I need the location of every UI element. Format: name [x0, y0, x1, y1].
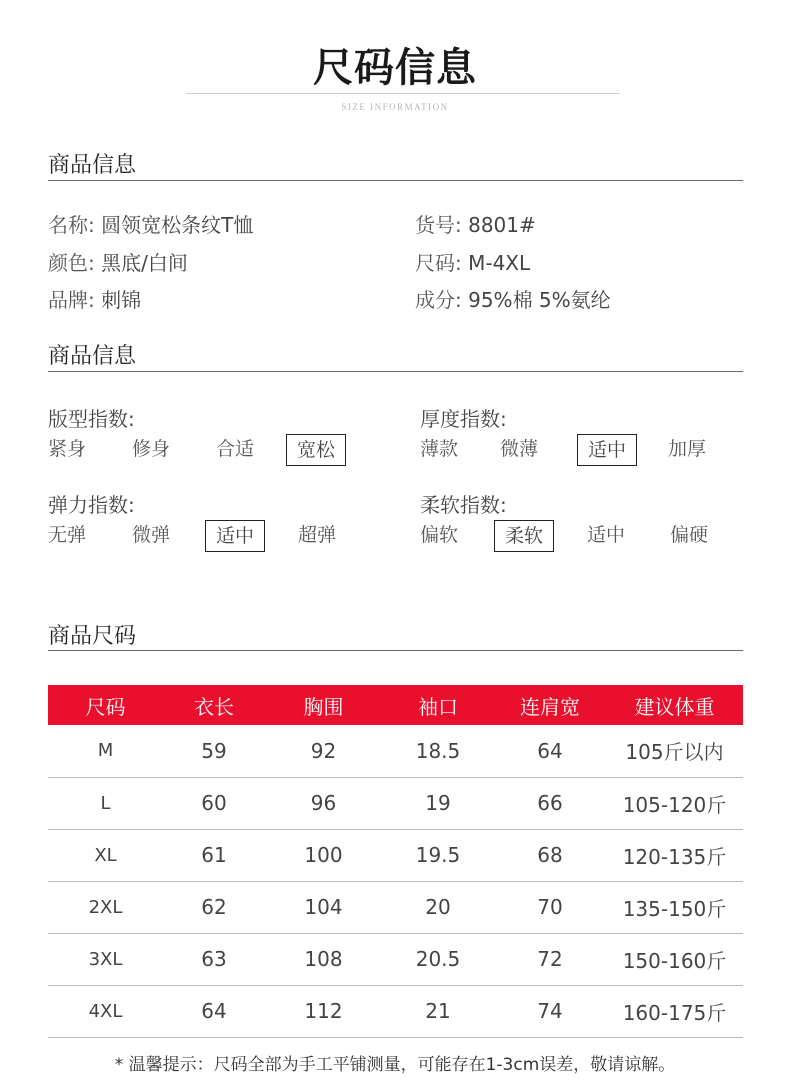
table-cell: XL [48, 829, 163, 881]
elasticity-option: 超弹 [298, 524, 337, 546]
indices-heading: 商品信息 [48, 344, 137, 369]
column-header-cuff: 袖口 [382, 685, 494, 725]
info-code-value: 8801# [468, 213, 536, 237]
section-divider [48, 180, 743, 181]
table-cell: 62 [163, 881, 265, 933]
table-cell: 160-175斤 [606, 985, 743, 1037]
info-size-label: 尺码: [415, 251, 462, 275]
table-cell: 63 [163, 933, 265, 985]
table-cell: 3XL [48, 933, 163, 985]
softness-index-label: 柔软指数: [420, 493, 507, 517]
info-material [415, 284, 611, 313]
table-cell: 19 [382, 777, 494, 829]
info-color [48, 247, 188, 276]
table-cell: 66 [494, 777, 606, 829]
info-color-label: 颜色: [48, 251, 95, 275]
softness-option: 偏软 [420, 524, 459, 546]
table-row [48, 829, 743, 881]
softness-option-selected: 柔软 [494, 520, 554, 552]
info-code [415, 209, 536, 238]
table-cell: 105-120斤 [606, 777, 743, 829]
elasticity-option: 微弹 [132, 524, 171, 546]
table-row [48, 777, 743, 829]
info-material-value: 95%棉 5%氨纶 [468, 288, 611, 312]
table-cell: 18.5 [382, 725, 494, 777]
table-cell: 135-150斤 [606, 881, 743, 933]
table-cell: 105斤以内 [606, 725, 743, 777]
table-cell: 70 [494, 881, 606, 933]
table-cell: L [48, 777, 163, 829]
measurement-note: * 温馨提示：尺码全部为手工平铺测量，可能存在1-3cm误差，敬请谅解。 [114, 1055, 676, 1075]
section-divider [48, 650, 743, 651]
table-cell: 61 [163, 829, 265, 881]
table-cell: 96 [265, 777, 382, 829]
thickness-option-selected: 适中 [577, 434, 637, 466]
table-cell: 68 [494, 829, 606, 881]
column-header-weight: 建议体重 [606, 685, 743, 725]
table-cell: 64 [163, 985, 265, 1037]
title-divider [186, 93, 620, 94]
info-brand-label: 品牌: [48, 288, 95, 312]
info-size-value: M-4XL [468, 251, 531, 275]
info-size [415, 247, 530, 276]
size-chart-heading: 商品尺码 [48, 624, 137, 649]
table-cell: 19.5 [382, 829, 494, 881]
elasticity-index-label: 弹力指数: [48, 493, 135, 517]
table-cell: 108 [265, 933, 382, 985]
table-cell: 100 [265, 829, 382, 881]
table-cell: 2XL [48, 881, 163, 933]
info-name [48, 209, 253, 238]
thickness-option: 微薄 [500, 438, 539, 460]
table-cell: 74 [494, 985, 606, 1037]
info-name-value: 圆领宽松条纹T恤 [101, 213, 254, 237]
table-cell: 64 [494, 725, 606, 777]
fit-option: 紧身 [48, 438, 87, 460]
info-brand-value: 刺锦 [101, 288, 142, 312]
product-info-heading: 商品信息 [48, 153, 137, 178]
column-header-shoulder: 连肩宽 [494, 685, 606, 725]
info-color-value: 黑底/白间 [101, 251, 188, 275]
fit-option: 合适 [216, 438, 255, 460]
softness-option: 偏硬 [670, 524, 709, 546]
softness-option: 适中 [587, 524, 626, 546]
table-cell: 20 [382, 881, 494, 933]
table-cell: 92 [265, 725, 382, 777]
column-header-chest: 胸围 [265, 685, 382, 725]
fit-index-label: 版型指数: [48, 407, 135, 431]
column-header-length: 衣长 [163, 685, 265, 725]
page-title: 尺码信息 [313, 45, 477, 91]
fit-option: 修身 [132, 438, 171, 460]
table-row [48, 933, 743, 985]
table-cell: 104 [265, 881, 382, 933]
table-cell: 60 [163, 777, 265, 829]
section-divider [48, 371, 743, 372]
info-code-label: 货号: [415, 213, 462, 237]
table-row [48, 985, 743, 1037]
thickness-option: 加厚 [668, 438, 707, 460]
table-cell: 4XL [48, 985, 163, 1037]
thickness-option: 薄款 [420, 438, 459, 460]
table-cell: 72 [494, 933, 606, 985]
info-name-label: 名称: [48, 213, 95, 237]
table-row [48, 881, 743, 933]
column-header-size: 尺码 [48, 685, 163, 725]
table-cell: 150-160斤 [606, 933, 743, 985]
table-cell: 112 [265, 985, 382, 1037]
fit-option-selected: 宽松 [286, 434, 346, 466]
table-cell: 21 [382, 985, 494, 1037]
table-cell: 59 [163, 725, 265, 777]
page-subtitle: SIZE INFORMATION [341, 102, 449, 112]
table-header-row [48, 685, 743, 725]
info-material-label: 成分: [415, 288, 462, 312]
thickness-index-label: 厚度指数: [420, 407, 507, 431]
table-cell: 120-135斤 [606, 829, 743, 881]
elasticity-option: 无弹 [48, 524, 87, 546]
size-table [48, 685, 743, 1038]
info-brand [48, 284, 141, 313]
elasticity-option-selected: 适中 [205, 520, 265, 552]
table-cell: 20.5 [382, 933, 494, 985]
table-row [48, 725, 743, 777]
table-cell: M [48, 725, 163, 777]
